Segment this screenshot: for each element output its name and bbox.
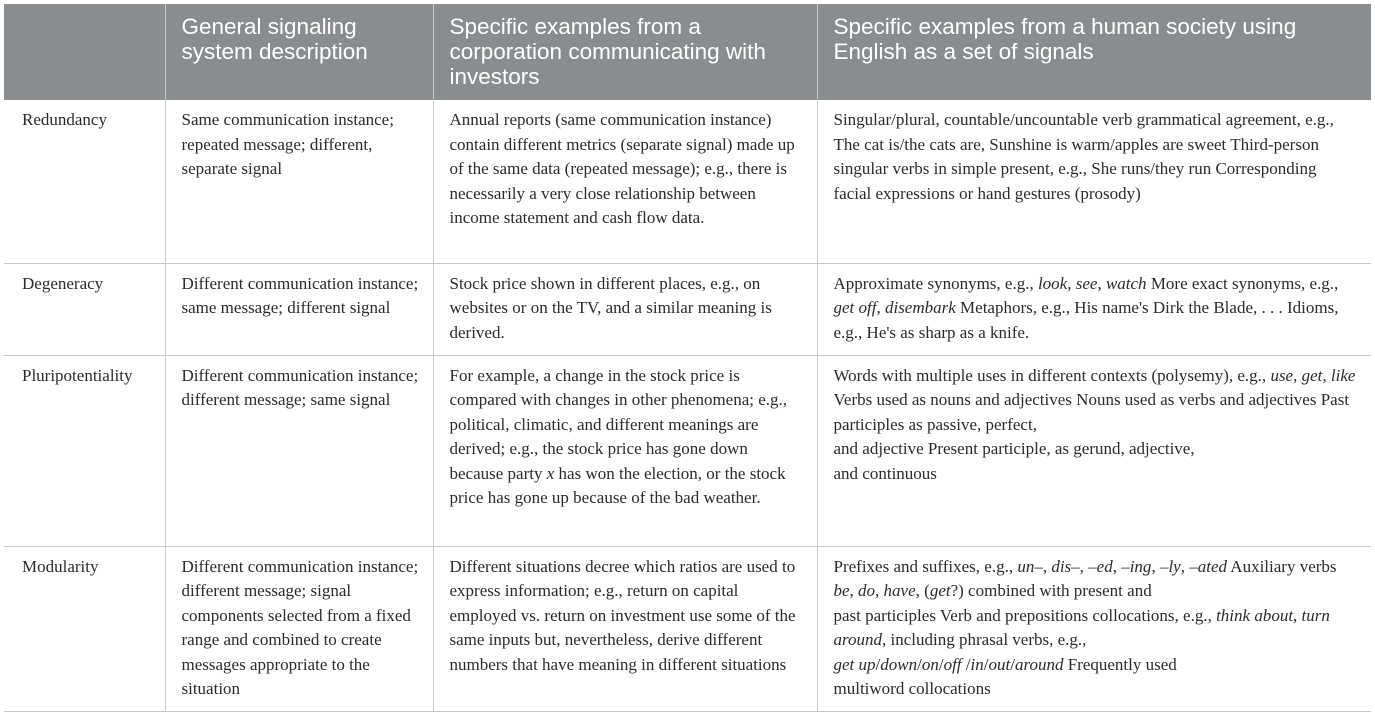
italic-text-fragment: get [1301,365,1323,385]
general-description-cell: Same communication instance; repeated message; different, separate signal [165,100,433,263]
italic-text-fragment: be [833,581,850,600]
text-fragment: Metaphors, e.g., His name's Dirk the Blade, . . . Idioms, e.g., He's as sharp as a knife. [833,298,1339,342]
general-description-cell: Different communication instance; different message; signal components selected from a fixed range and combined to create messages appropriate to the situation [165,546,433,711]
text-fragment: More exact synonyms, e.g., [1146,273,1339,293]
italic-text-fragment: out [988,654,1011,674]
italic-text-fragment: in [970,654,984,674]
table-row [4,355,1371,546]
italic-text-fragment: turn around [833,605,1330,649]
text-fragment: Verbs used as nouns and adjectives Nouns used as verbs and adjectives Past participles as passive, perfect, [833,390,1350,434]
english-example-cell [817,263,1371,355]
row-label: Degeneracy [4,263,165,355]
text-fragment: Frequently used [1063,654,1177,674]
text-fragment: , [1042,556,1052,576]
header-corporation-examples: Specific examples from a corporation communicating with investors [433,4,817,100]
header-english-examples: Specific examples from a human society using English as a set of signals [817,4,1371,100]
text-fragment: past participles Verb and prepositions collocations, e.g., [833,605,1217,625]
table-body [4,100,1371,711]
italic-text-fragment: dis– [1051,556,1080,576]
text-fragment: / [983,654,989,674]
italic-text-fragment: disembark [884,298,956,317]
text-fragment: , [1151,556,1160,576]
text-fragment: , [1180,556,1190,576]
text-fragment: Prefixes and suffixes, e.g., [833,556,1018,576]
italic-text-fragment: have [883,581,916,600]
corporation-example-cell: Different situations decree which ratios are used to express information; e.g., return on capital employed vs. return on investment use some of the same inputs but, nevertheless, derive different numbers that have meaning in different situations [433,546,817,711]
text-fragment: / [938,654,944,674]
text-fragment: , [875,581,884,600]
italic-text-fragment: look [1037,273,1068,293]
text-fragment: and adjective Present participle, as gerund, adjective, [833,439,1195,458]
text-fragment: Approximate synonyms, e.g., [833,273,1038,293]
text-fragment: For example, a change in the stock price is compared with changes in other phenomena; e.g., political, climatic, and different meanings are derived; e.g., the stock price has gone down because party [449,365,788,483]
italic-text-fragment: on [921,654,939,674]
italic-text-fragment: un– [1017,556,1043,576]
italic-text-fragment: get [929,581,951,600]
table-row [4,100,1371,263]
text-fragment: , [1293,365,1302,385]
italic-text-fragment: –ated [1189,556,1227,576]
text-fragment: / [917,654,922,674]
table-header [4,4,1371,100]
italic-text-fragment: get off [833,298,877,317]
general-description-cell: Different communication instance; different message; same signal [165,355,433,546]
text-fragment: , [876,298,885,317]
italic-text-fragment: down [880,654,918,674]
text-fragment: Words with multiple uses in different contexts (polysemy), e.g., [833,365,1271,385]
row-label: Modularity [22,556,99,576]
italic-text-fragment: get up [833,654,876,674]
text-fragment: / [875,654,881,674]
italic-text-fragment: think about [1216,605,1294,625]
text-fragment: , [1322,365,1331,385]
italic-text-fragment: –ly [1159,556,1181,576]
text-fragment: ?) combined with present and [950,581,1152,600]
table-row [4,546,1371,711]
text-fragment: Auxiliary verbs [1227,556,1337,576]
english-example-cell [817,100,1371,263]
italic-text-fragment: –ed [1088,556,1113,576]
text-fragment: , [1112,556,1122,576]
italic-text-fragment: do [858,581,876,600]
italic-text-fragment: use [1270,365,1294,385]
italic-text-fragment: –ing [1121,556,1152,576]
text-fragment: / [1010,654,1015,674]
header-empty [4,4,165,100]
corporation-example-cell: Annual reports (same communication instance) contain different metrics (separate signal) made up of the same data (repeated message); e.g., there is necessarily a very close relationship between income statement and cash flow data. [433,100,817,263]
text-fragment: has won the election, or the stock price has gone up because of the bad weather. [449,463,786,507]
text-fragment: and continuous [833,463,937,483]
english-example-cell [817,355,1371,546]
text-fragment: , [1293,605,1302,625]
italic-text-fragment: watch [1105,273,1147,293]
corporation-example-cell [433,355,817,546]
header-row [4,4,1371,100]
italic-text-fragment: see [1075,273,1098,293]
row-label: Pluripotentiality [4,355,165,546]
corporation-example-cell: Stock price shown in different places, e.g., on websites or on the TV, and a similar meaning is derived. [433,263,817,355]
text-fragment: , [849,581,859,600]
text-fragment: multiword collocations [833,679,991,698]
italic-text-fragment: x [546,463,555,483]
table-row [4,263,1371,355]
text-fragment: Singular/plural, countable/uncountable verb grammatical agreement, e.g., The cat is/the cats are, Sunshine is warm/apples are sweet Third-person singular verbs in simple present, e.g., She runs/they run Corresponding facial expressions or hand gestures (prosody) [833,110,1334,203]
italic-text-fragment: like [1330,365,1356,385]
signaling-table [4,4,1371,712]
text-fragment: , [1097,273,1106,293]
text-fragment: , [1079,556,1089,576]
header-general-description: General signaling system description [165,4,433,100]
text-fragment: , [1067,273,1076,293]
italic-text-fragment: off [943,654,962,674]
text-fragment: , including phrasal verbs, e.g., [882,630,1087,649]
text-fragment: / [961,654,971,674]
text-fragment: , ( [915,581,930,600]
english-example-cell [817,546,1371,711]
italic-text-fragment: around [1014,654,1064,674]
general-description-cell: Different communication instance; same message; different signal [165,263,433,355]
row-label: Redundancy [4,100,165,263]
